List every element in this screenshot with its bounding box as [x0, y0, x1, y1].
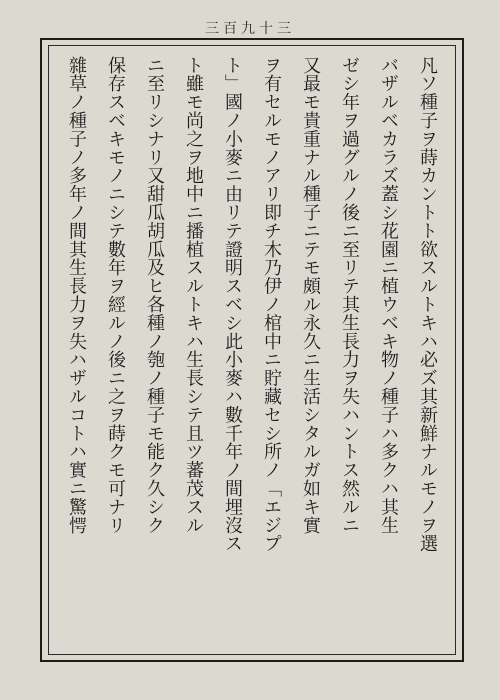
- text-column-3: ゼシ年ヲ過グルノ後ニ至リテ其生長力ヲ失ハントス然ルニ: [339, 56, 360, 535]
- text-column-7: ト雖モ尚之ヲ地中ニ播植スルトキハ生長シテ且ツ蕃茂スル: [183, 56, 204, 535]
- text-column-4: 又最モ貴重ナル種子ニテモ頗ル永久ニ生活シタルガ如キ實: [300, 56, 321, 535]
- text-column-9: 保存スベキモノニシテ數年ヲ經ルノ後ニ之ヲ蒔クモ可ナリ: [105, 56, 126, 535]
- body-text: [52, 50, 452, 650]
- text-column-8: ニ至リシナリ又甜瓜胡瓜及ヒ各種ノ匏ノ種子モ能ク久シク: [144, 56, 165, 535]
- text-column-10: 雜草ノ種子ノ多年ノ間其生長力ヲ失ハザルコトハ實ニ驚愕: [66, 56, 87, 535]
- text-column-2: バザルベカラズ蓋シ花園ニ植ウベキ物ノ種子ハ多クハ其生: [378, 56, 399, 535]
- text-column-5: ヲ有セルモノアリ即チ木乃伊ノ棺中ニ貯藏セシ所ノ「エジプ: [261, 56, 282, 553]
- text-column-6: ト」國ノ小麥ニ由リテ證明スベシ此小麥ハ數千年ノ間埋沒ス: [222, 56, 243, 553]
- text-column-1: 凡ソ種子ヲ蒔カントト欲スルトキハ必ズ其新鮮ナルモノヲ選: [417, 56, 438, 553]
- page-number: 三百九十三: [205, 21, 295, 37]
